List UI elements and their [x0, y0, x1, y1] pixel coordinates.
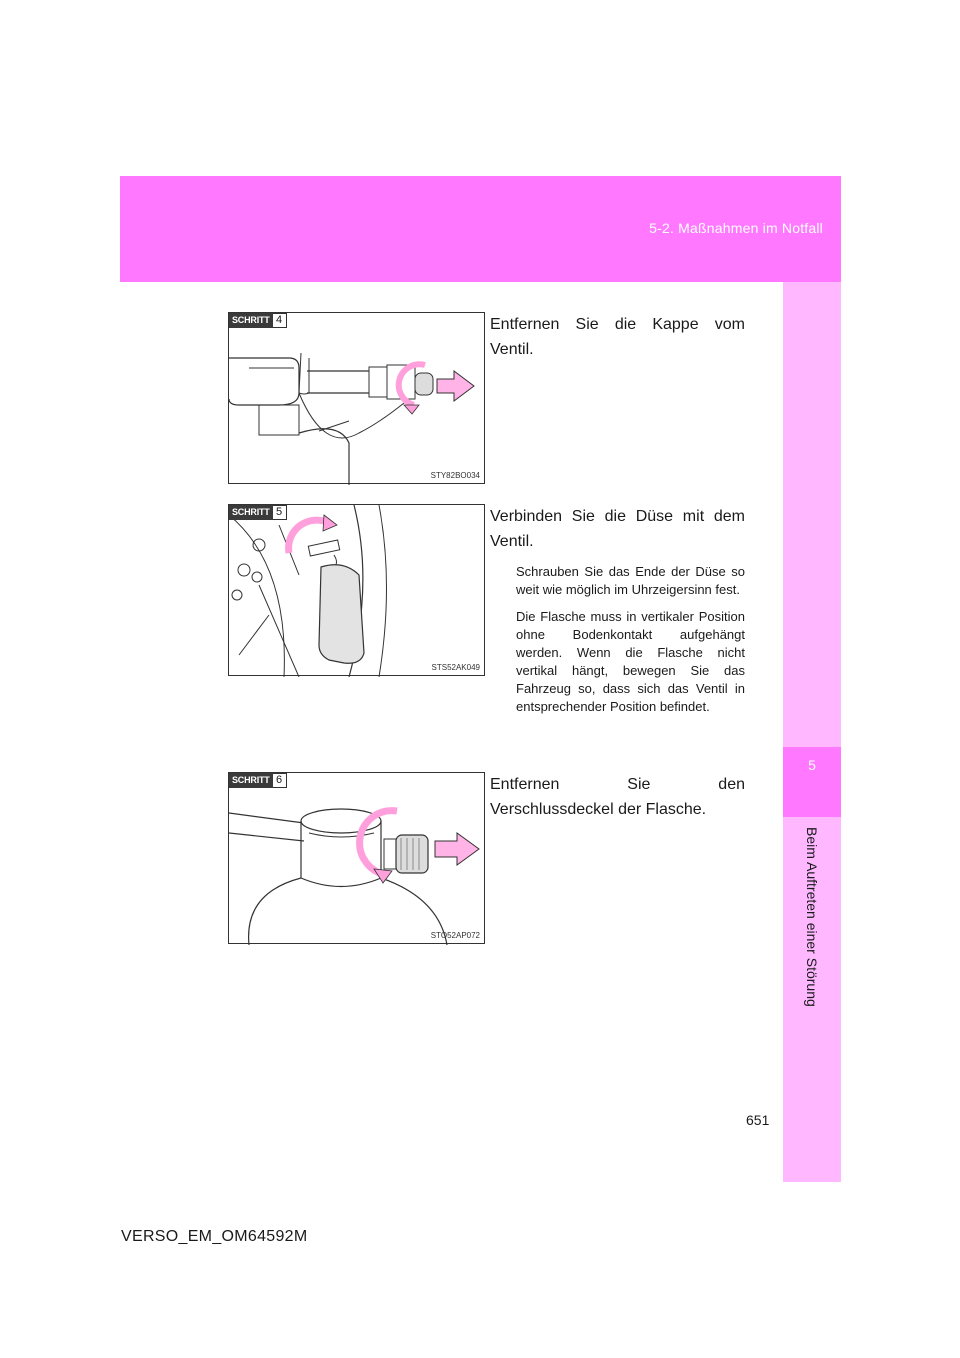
- document-code: VERSO_EM_OM64592M: [121, 1228, 308, 1245]
- figure-code: STO52AP072: [430, 931, 480, 940]
- step-6-illustration: [228, 772, 485, 944]
- step-badge: [229, 313, 287, 328]
- step-5-illustration: [228, 504, 485, 676]
- chapter-number-block: [783, 747, 841, 817]
- step-4-illustration: [228, 312, 485, 484]
- badge-label: SCHRITT: [229, 773, 273, 788]
- badge-label: SCHRITT: [229, 313, 273, 328]
- step-6-text: [490, 772, 745, 822]
- chapter-number: 5: [808, 757, 816, 773]
- step-5-text: [490, 504, 745, 716]
- chapter-name: Beim Auftreten einer Störung: [804, 827, 820, 1007]
- badge-number: 5: [273, 505, 287, 520]
- bottle-cap-illustration: [229, 773, 486, 945]
- step-4-text: [490, 312, 745, 362]
- badge-number: 6: [273, 773, 287, 788]
- section-title: 5-2. Maßnahmen im Notfall: [649, 220, 823, 236]
- badge-number: 4: [273, 313, 287, 328]
- badge-label: SCHRITT: [229, 505, 273, 520]
- step-badge: [229, 505, 287, 520]
- step-note: Die Flasche muss in vertikaler Position ohne Bodenkontakt aufgehängt werden. Wenn die Flasche nicht vertikal hängt, bewegen Sie das Fahrzeug so, dass sich das Ventil in entsprechender Position befindet.: [516, 609, 745, 714]
- header-band: [120, 176, 841, 282]
- step-badge: [229, 773, 287, 788]
- figure-code: STS52AK049: [431, 663, 480, 672]
- page-number: 651: [746, 1112, 770, 1128]
- step-heading: Entfernen Sie die Kappe vom Ventil.: [490, 316, 745, 358]
- valve-cap-illustration: [229, 313, 486, 485]
- chapter-side-tab[interactable]: [783, 282, 841, 1182]
- nozzle-connect-illustration: [229, 505, 486, 677]
- step-heading: Entfernen Sie den Verschlussdeckel der Flasche.: [490, 776, 745, 818]
- figure-code: STY82BO034: [430, 471, 480, 480]
- step-heading: Verbinden Sie die Düse mit dem Ventil.: [490, 508, 745, 550]
- step-note: Schrauben Sie das Ende der Düse so weit wie möglich im Uhrzeigersinn fest.: [516, 564, 745, 597]
